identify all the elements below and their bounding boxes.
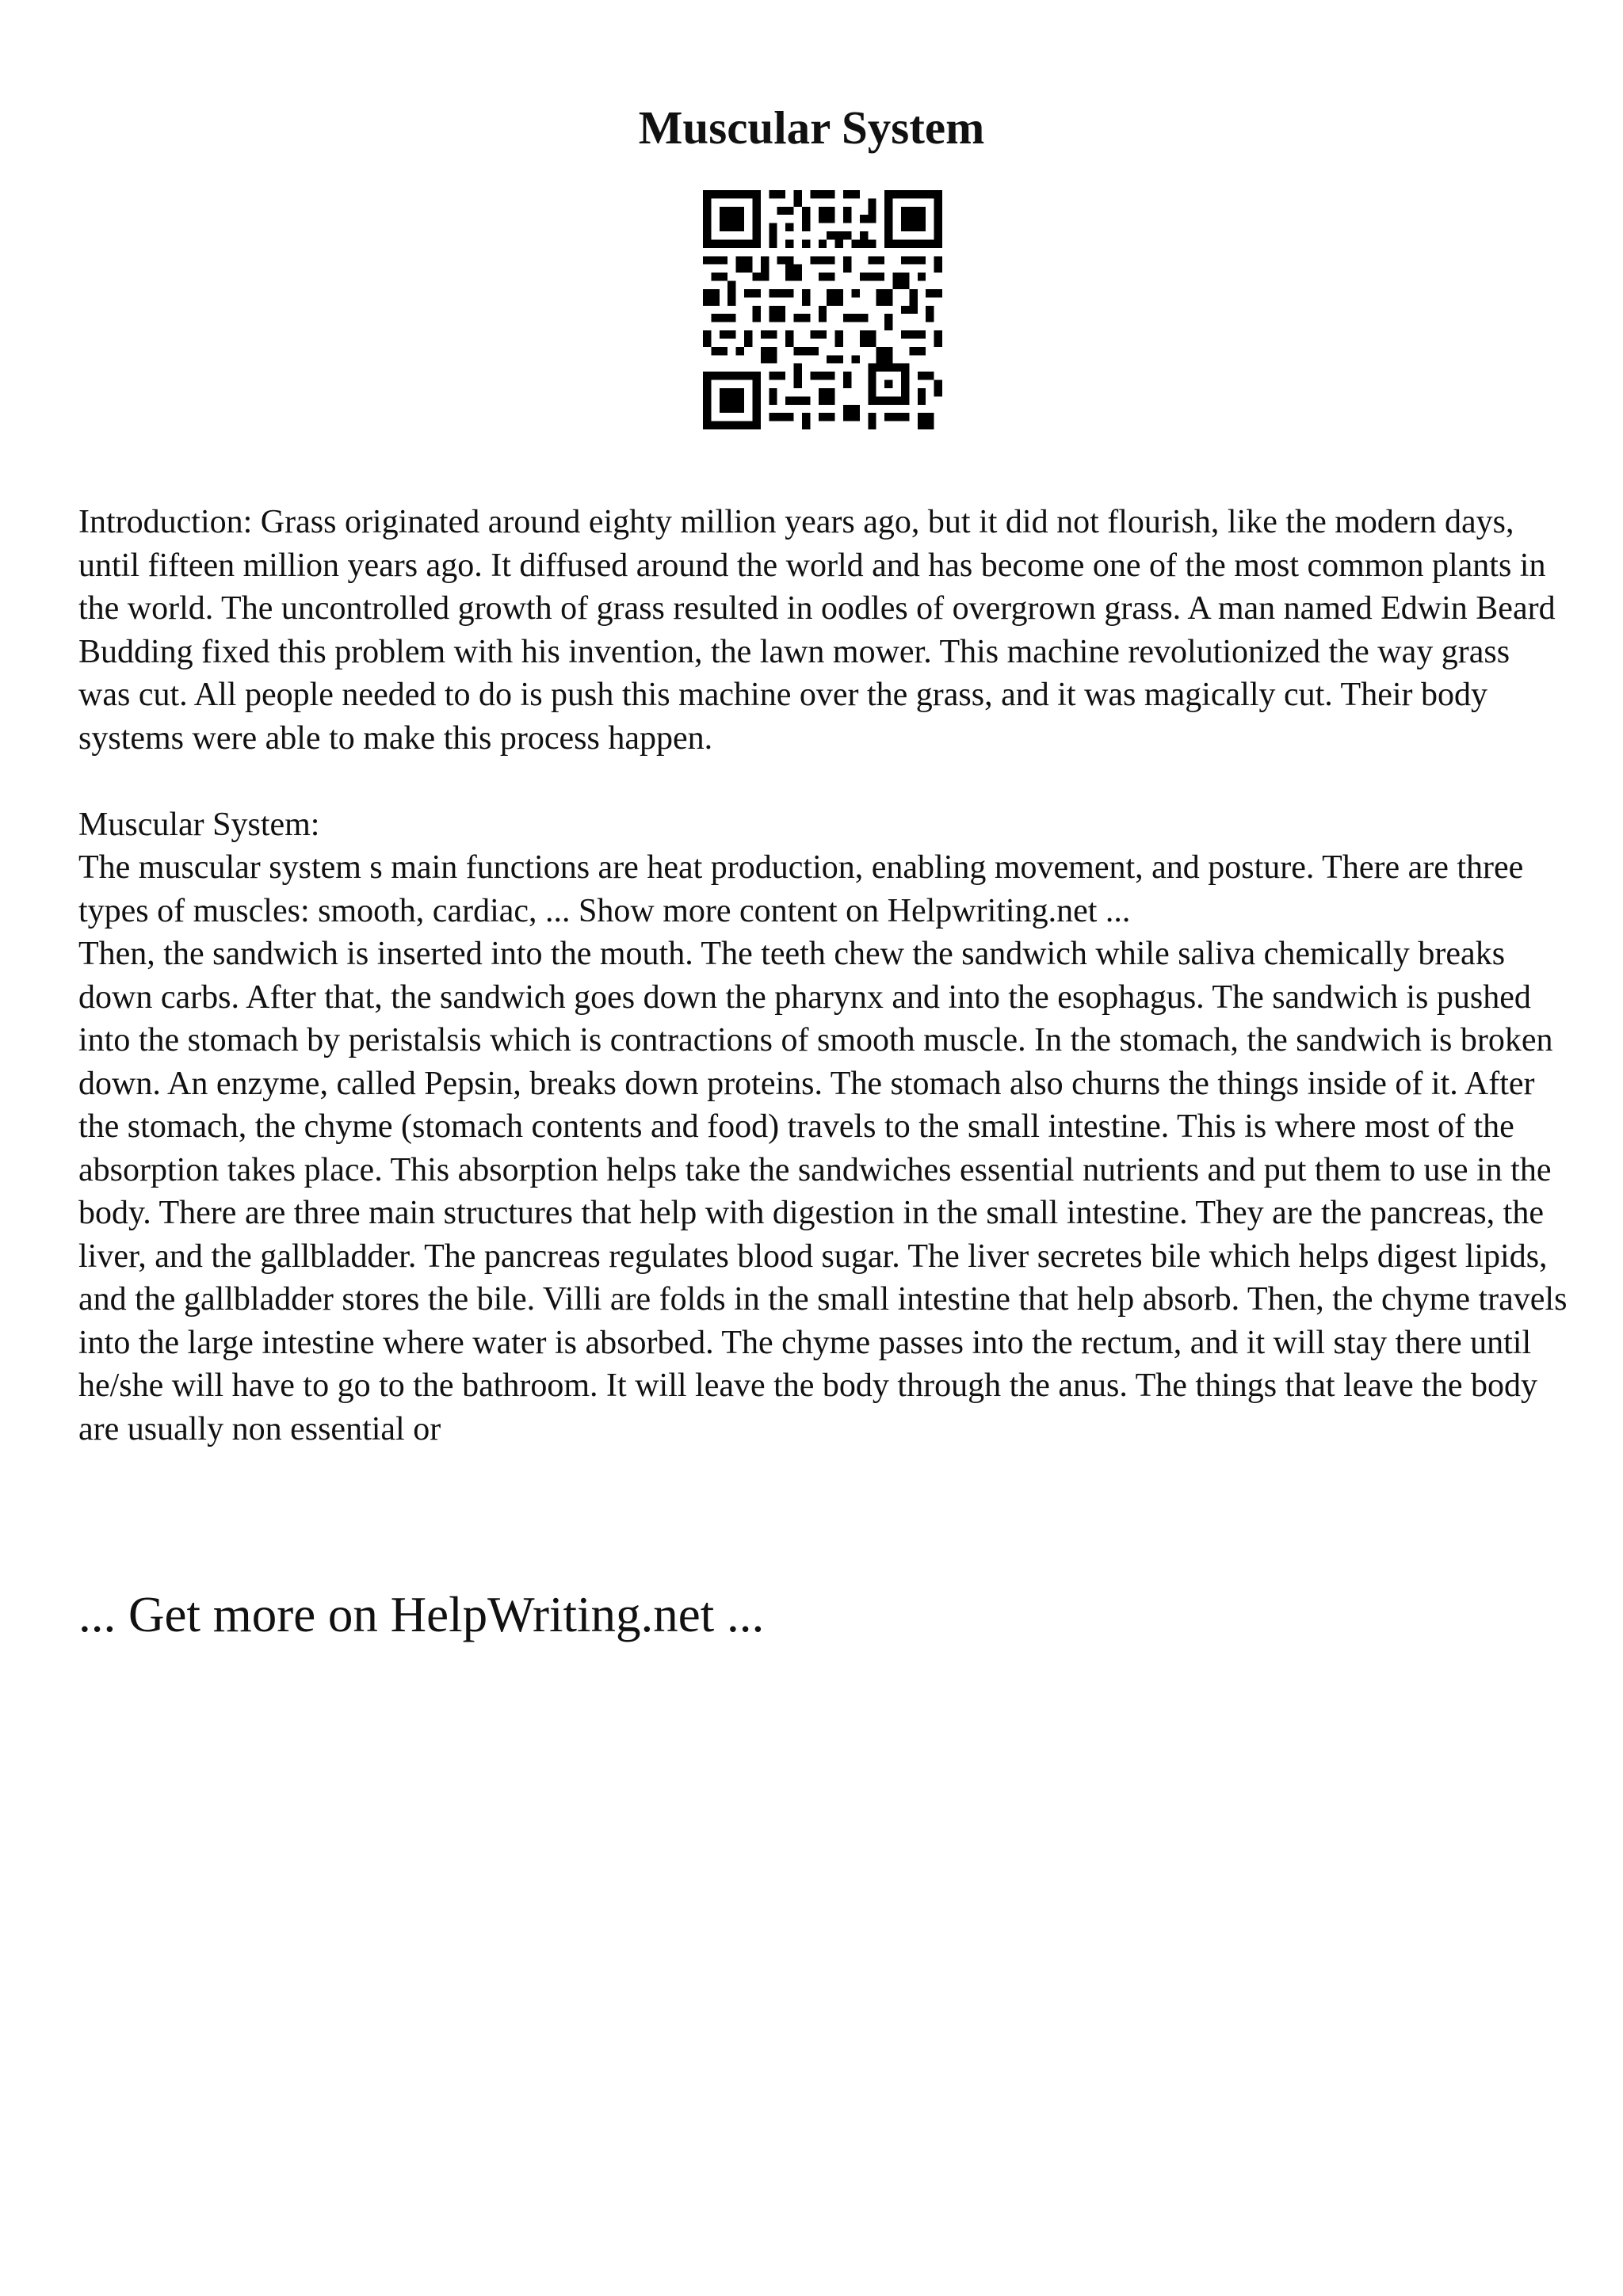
section-intro-paragraph: The muscular system s main functions are heat production, enabling movement, and posture. There are three types of muscles: smooth, cardiac, ... Show more content on Helpwriting.net ... (78, 849, 1524, 929)
page-title: Muscular System (638, 101, 985, 154)
document-body (78, 501, 1568, 1451)
section-body-paragraph: Then, the sandwich is inserted into the mouth. The teeth chew the sandwich while saliva chemically breaks down carbs. After that, the sandwich goes down the pharynx and into the esophagus. The sandwich is pushed into the stomach by peristalsis which is contractions of smooth muscle. In the stomach, the sandwich is broken down. An enzyme, called Pepsin, breaks down proteins. The stomach also churns the things inside of it. After the stomach, the chyme (stomach contents and food) travels to the small intestine. This is where most of the absorption takes place. This absorption helps take the sandwiches essential nutrients and put them to use in the body. There are three main structures that help with digestion in the small intestine. They are the pancreas, the liver, and the gallbladder. The pancreas regulates blood sugar. The liver secretes bile which helps digest lipids, and the gallbladder stores the bile. Villi are folds in the small intestine that help absorb. Then, the chyme travels into the large intestine where water is absorbed. The chyme passes into the rectum, and it will stay there until he/she will have to go to the bathroom. It will leave the body through the anus. The things that leave the body are usually non essential or (78, 936, 1568, 1447)
introduction-paragraph: Introduction: Grass originated around eighty million years ago, but it did not flourish, like the modern days, until fifteen million years ago. It diffused around the world and has become one of the most common plants in the world. The uncontrolled growth of grass resulted in oodles of overgrown grass. A man named Edwin Beard Budding fixed this problem with his invention, the lawn mower. This machine revolutionized the way grass was cut. All people needed to do is push this machine over the grass, and it was magically cut. Their body systems were able to make this process happen. (78, 504, 1556, 757)
section-heading: Muscular System: (78, 806, 320, 843)
get-more-link[interactable]: ... Get more on HelpWriting.net ... (78, 1587, 765, 1642)
qr-code-icon (703, 189, 942, 431)
paragraph-spacer (78, 760, 1568, 803)
